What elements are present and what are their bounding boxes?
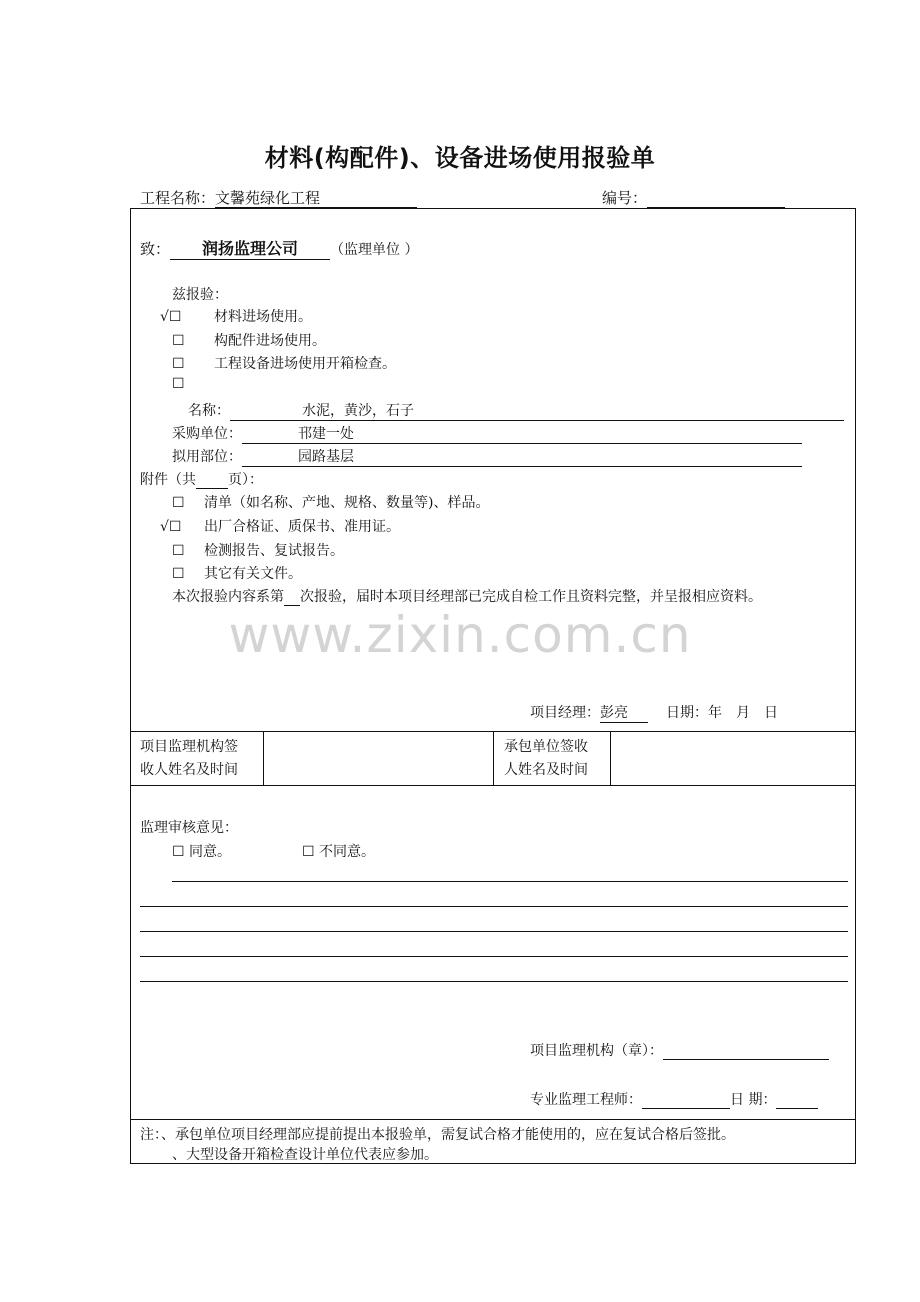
checkbox-label: 工程设备进场使用开箱检查。 xyxy=(214,356,396,372)
project-name-value: 文馨苑绿化工程 xyxy=(215,189,321,207)
divider xyxy=(610,731,611,786)
inspection-statement xyxy=(172,586,762,606)
contractor-receipt-field[interactable] xyxy=(615,736,851,780)
purchaser-label: 采购单位： xyxy=(172,426,242,442)
checkbox-label: 出厂合格证、质保书、准用证。 xyxy=(204,519,400,535)
engineer-field[interactable] xyxy=(642,1092,730,1109)
material-name-label: 名称： xyxy=(188,403,230,419)
manager-date-label: 日期：年 月 日 xyxy=(666,705,778,721)
attachment-item-test-reports[interactable] xyxy=(172,540,344,560)
attachment-item-list[interactable] xyxy=(172,492,489,512)
checkbox-mark[interactable]: ☐ xyxy=(172,566,185,582)
checkbox-mark[interactable]: √☐ xyxy=(160,519,182,535)
material-name-row xyxy=(188,400,844,421)
checkbox-label: 检测报告、复试报告。 xyxy=(204,543,344,559)
opinion-line[interactable] xyxy=(172,881,848,882)
material-name-field[interactable] xyxy=(230,400,844,421)
statement-suffix: 次报验，届时本项目经理部已完成自检工作且资料完整，并呈报相应资料。 xyxy=(300,589,762,605)
opinion-line[interactable] xyxy=(140,956,848,957)
material-name-value: 水泥，黄沙，石子 xyxy=(302,403,414,419)
checkbox-label: 材料进场使用。 xyxy=(214,309,312,325)
note-line-2: 、大型设备开箱检查设计单位代表应参加。 xyxy=(172,1147,438,1163)
note-line-1: 注：、承包单位项目经理部应提前提出本报验单，需复试合格才能使用的，应在复试合格后签批。 xyxy=(140,1127,735,1143)
label-line: 人姓名及时间 xyxy=(504,762,588,778)
to-line xyxy=(140,236,418,260)
project-name-label: 工程名称： xyxy=(140,189,216,207)
checkbox-label: 清单（如名称、产地、规格、数量等)、样品。 xyxy=(204,495,490,511)
disagree-checkbox[interactable]: ☐ 不同意。 xyxy=(302,844,376,860)
attachments-heading-prefix: 附件（共 xyxy=(140,472,196,488)
document-number-field[interactable] xyxy=(647,190,785,208)
watermark: www.zixin.com.cn xyxy=(228,606,692,664)
review-section xyxy=(130,785,856,1120)
location-value: 园路基层 xyxy=(298,449,354,465)
opinion-line[interactable] xyxy=(140,981,848,982)
report-intro: 兹报验： xyxy=(172,287,228,303)
location-label: 拟用部位： xyxy=(172,449,242,465)
divider xyxy=(493,731,494,786)
attachments-heading-suffix: 页）： xyxy=(228,472,263,488)
statement-prefix: 本次报验内容系第 xyxy=(172,589,284,605)
engineer-row xyxy=(530,1089,818,1109)
project-name-row xyxy=(140,187,417,208)
opinion-line[interactable] xyxy=(140,906,848,907)
contractor-receipt-label xyxy=(504,736,588,782)
supervision-org-field[interactable] xyxy=(663,1043,829,1060)
attachments-heading xyxy=(140,469,263,489)
engineer-label: 专业监理工程师： xyxy=(530,1092,642,1108)
label-line: 项目监理机构签 xyxy=(140,739,238,755)
manager-name: 彭亮 xyxy=(600,705,628,721)
inspection-count-field[interactable] xyxy=(284,589,300,606)
divider xyxy=(263,731,264,786)
checkbox-item-materials[interactable] xyxy=(160,306,312,326)
purchaser-row xyxy=(172,423,802,444)
location-row xyxy=(172,446,802,467)
label-line: 收人姓名及时间 xyxy=(140,762,238,778)
checkbox-label: 其它有关文件。 xyxy=(204,566,302,582)
checkbox-mark[interactable]: ☐ xyxy=(172,356,185,372)
review-date-field[interactable] xyxy=(776,1092,818,1109)
checkbox-mark[interactable]: √☐ xyxy=(160,309,182,325)
to-prefix: 致： xyxy=(140,240,171,258)
checkbox-mark[interactable]: ☐ xyxy=(172,376,185,392)
recipient-value: 润扬监理公司 xyxy=(202,239,299,258)
to-suffix: （监理单位 ） xyxy=(330,242,419,258)
checkbox-mark[interactable]: ☐ xyxy=(172,495,185,511)
purchaser-field[interactable] xyxy=(242,423,802,444)
attachment-item-other-docs[interactable] xyxy=(172,563,302,583)
recipient-field[interactable] xyxy=(170,236,330,260)
checkbox-mark[interactable]: ☐ xyxy=(172,333,185,349)
manager-field[interactable] xyxy=(600,702,648,723)
manager-signature-row xyxy=(530,702,778,723)
document-title: 材料(构配件)、设备进场使用报验单 xyxy=(264,144,656,172)
review-date-label: 日 期： xyxy=(730,1092,777,1108)
attachment-item-certificates[interactable] xyxy=(160,516,400,536)
location-field[interactable] xyxy=(242,446,802,467)
supervision-org-row xyxy=(530,1040,829,1060)
agree-checkbox[interactable]: ☐ 同意。 xyxy=(172,844,232,860)
manager-label: 项目经理： xyxy=(530,705,600,721)
checkbox-label: 构配件进场使用。 xyxy=(214,333,326,349)
supervision-receipt-field[interactable] xyxy=(268,736,490,780)
document-number-label: 编号： xyxy=(602,189,648,207)
checkbox-item-equipment[interactable] xyxy=(172,353,396,373)
project-name-field[interactable] xyxy=(215,190,417,208)
purchaser-value: 邗建一处 xyxy=(298,426,354,442)
checkbox-item-components[interactable] xyxy=(172,330,326,350)
review-heading: 监理审核意见： xyxy=(140,820,238,836)
checkbox-mark[interactable]: ☐ xyxy=(172,543,185,559)
opinion-line[interactable] xyxy=(140,931,848,932)
checkbox-item-other[interactable] xyxy=(172,376,185,392)
supervision-org-label: 项目监理机构（章）： xyxy=(530,1043,663,1059)
label-line: 承包单位签收 xyxy=(504,739,588,755)
document-number-row xyxy=(602,187,785,208)
attachment-pages-field[interactable] xyxy=(196,472,228,489)
supervision-receipt-label xyxy=(140,736,238,782)
